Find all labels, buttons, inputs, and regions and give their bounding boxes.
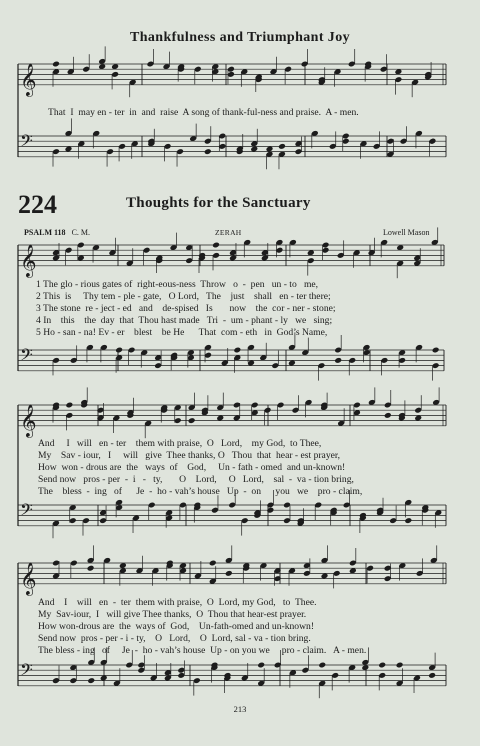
hymn-title: Thoughts for the Sanctuary [126,195,311,211]
system-2-treble-note [188,417,196,424]
bass-clef-icon: 𝄢 [20,130,33,155]
lyric-verse-3-line-1: 3 The stone re - ject - ed and de-spised Is now the cor - ner - stone; [36,303,336,314]
psalm-label: PSALM 118 [24,228,66,237]
lyric-verse-4-line-1: 4 In this the day that Thou hast made Tri - um - phant - ly we sing; [36,315,333,326]
system-3-bass-note [318,662,326,669]
system-3-bass-note [378,662,386,669]
lyric-verse-1-line-1: 1 The glo - rious gates of right-eous-ness Throw o - pen un - to me, [36,279,319,290]
system-3-treble-note [87,565,95,572]
system-1-bass-note [115,347,123,354]
lyric-verse-2-line-1: 2 This is Thy tem - ple - gate, O Lord, The just shall en - ter there; [36,291,331,302]
lyric-continuation: That I may en - ter in and raise A song of thank-ful-ness and praise. A - men. [48,107,359,118]
system-3-bass-note [428,672,436,679]
treble-clef-icon: 𝄞 [20,403,37,437]
system-3-treble-note [209,560,217,567]
system-0-treble-note [52,61,60,68]
lyric-verse-5-line-3: The bless - ing of Je - ho - vah’s house Up - on you we pro - claim. A - men. [38,645,367,656]
treble-clef-icon: 𝄞 [20,243,37,277]
lyric-verse-4-line-2: Send now pros - per - i - ty, O Lord, O Lord, sal - va - tion bring, [38,474,354,485]
system-2-treble-note [65,402,73,409]
tune-name: ZERAH [215,228,242,237]
page-number: 213 [233,704,247,714]
lyric-verse-1-line-3: And I will en - ter them with praise, O Lord, my God, to Thee. [38,597,317,608]
lyric-verse-5-line-2: The bless - ing of Je - ho - vah’s house Up - on you we pro - claim, [38,486,363,497]
lyric-verse-3-line-3: How won-drous are the ways of God, Un-fath-omed and un-known! [38,621,315,632]
lyric-verse-3-line-2: How won - drous are the ways of God, Un - fath - omed and un-known! [38,462,346,473]
system-1-bass-note [432,347,440,354]
meter-label: C. M. [71,228,91,237]
system-0-bass-note [278,143,286,150]
lyric-verse-2-line-3: My Sav-iour, I will give Thee thanks, O Thou that hear-est prayer. [38,609,307,620]
system-3-bass-note [87,677,95,684]
bass-clef-icon: 𝄢 [20,499,33,524]
system-3-treble-note [225,570,233,577]
system-2-treble-note [384,412,392,419]
treble-clef-icon: 𝄞 [20,561,37,595]
lyric-verse-1-line-2: And I will en - ter them with praise, O Lord, my God, to Thee, [38,438,322,449]
system-0-bass-note [204,148,212,155]
system-1-bass-note [233,347,241,354]
system-2-bass-note [404,517,412,524]
lyric-verse-2-line-2: My Sav - iour, I will give Thee thanks, O Thou that hear - est prayer, [38,450,341,461]
section-heading: Thankfulness and Triumphant Joy [129,30,351,45]
lyric-verse-4-line-3: Send now pros - per - i - ty, O Lord, O Lord, sal - va - tion bring. [38,633,311,644]
hymn-number: 224 [18,190,57,219]
composer-name: Lowell Mason [383,228,430,237]
treble-clef-icon: 𝄞 [20,62,37,96]
system-1-treble-note [212,242,220,249]
system-1-bass-note [334,357,342,364]
bass-clef-icon: 𝄢 [20,659,33,684]
system-3-bass-note [396,662,404,669]
system-3-bass-note [257,662,265,669]
bass-clef-icon: 𝄢 [20,344,33,369]
lyric-verse-5-line-1: 5 Ho - san - na! Ev - er blest be He That com - eth in God’s Name, [36,327,328,338]
